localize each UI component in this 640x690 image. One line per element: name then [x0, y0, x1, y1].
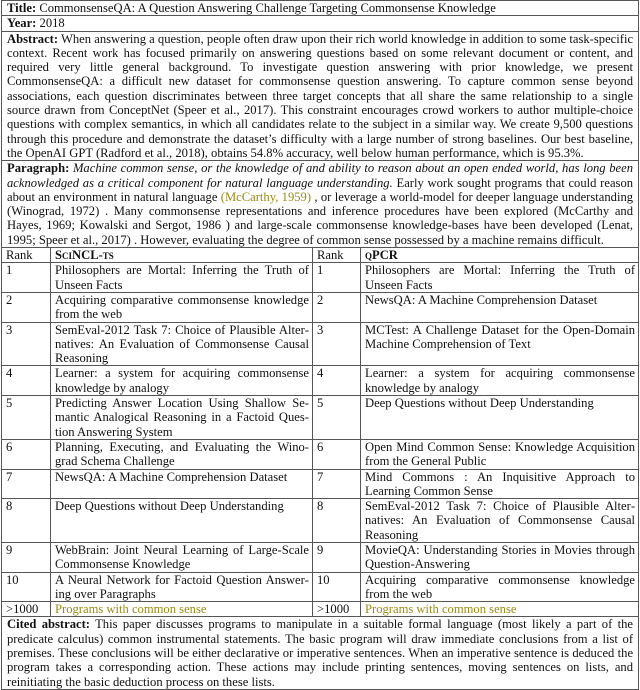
target-paper-row — [2, 602, 639, 617]
table-header-row — [2, 248, 639, 263]
rank-a-cell: 8 — [2, 499, 51, 543]
rank-b-cell: 9 — [313, 542, 361, 572]
paragraph-label: Paragraph: — [7, 161, 70, 176]
title-a-cell: NewsQA: A Machine Comprehension Dataset — [51, 469, 313, 499]
table-row — [2, 263, 639, 293]
rank-header-a: Rank — [2, 248, 51, 263]
table-row — [2, 366, 639, 396]
title-b-cell: MovieQA: Understanding Stories in Movies through Question-Answering — [361, 542, 639, 572]
title-b-cell: Open Mind Common Sense: Knowledge Acquisition from the General Public — [361, 439, 639, 469]
title-b-cell: MCTest: A Challenge Dataset for the Open-Domain Machine Comprehension of Text — [361, 322, 639, 366]
paragraph-context-sentence: Machine common sense, or the knowledge of and ability to reason about an open ended world, has long been acknowledged as a critical component for natural language understanding. — [7, 161, 634, 190]
title-a-cell: Planning, Executing, and Evaluating the Winograd Schema Challenge — [51, 439, 313, 469]
rank-b-cell: 2 — [313, 292, 361, 322]
title-b-cell: NewsQA: A Machine Comprehension Dataset — [361, 292, 639, 322]
table-row — [2, 542, 639, 572]
title-a-cell: SemEval-2012 Task 7: Choice of Plausible Alternatives: An Evaluation of Commonsense Causal Reasoning — [51, 322, 313, 366]
table-row — [2, 572, 639, 602]
table-row — [2, 439, 639, 469]
rank-a-cell: 10 — [2, 572, 51, 602]
rank-a-cell: 3 — [2, 322, 51, 366]
paragraph-text-pre: Early work sought programs that could reason about an environment in natural language — [7, 175, 634, 204]
rank-b-cell: 1 — [313, 263, 361, 293]
paragraph-text-post: , or leverage a world-model for deeper language understanding (Winograd, 1972) . Many commonsense representations and inference procedures have been explored (McCarthy and Hayes, 1969; Kowalski and Sergot, 1986 ) and large-scale commonsense knowledge-bases have been developed (Lenat, 1995; Speer et al., 2017) . However, evaluating the degree of common sense possessed by a machine remains difficult. — [7, 189, 634, 247]
table-row — [2, 396, 639, 440]
rank-b-cell: 6 — [313, 439, 361, 469]
paper-title: CommonsenseQA: A Question Answering Challenge Targeting Commonsense Knowledge — [39, 1, 496, 15]
title-b-cell: Deep Questions without Deep Understanding — [361, 396, 639, 440]
rank-a-cell: 5 — [2, 396, 51, 440]
title-b-cell: Acquiring comparative commonsense knowledge from the web — [361, 572, 639, 602]
rank-b-cell: 10 — [313, 572, 361, 602]
title-b-cell: Programs with common sense — [361, 602, 639, 617]
year-label: Year: — [7, 16, 37, 31]
title-a-cell: A Neural Network for Factoid Question Answering over Paragraphs — [51, 572, 313, 602]
rank-a-cell: 6 — [2, 439, 51, 469]
rank-a-cell: 7 — [2, 469, 51, 499]
example-table-figure — [1, 0, 638, 690]
rank-a-cell: 1 — [2, 263, 51, 293]
abstract-text: When answering a question, people often draw upon their rich world knowledge in addition to some task-specific context. Recent work has focused primarily on answering questions based on some relevant document or content, and required very little general background. To investigate question answering with prior knowledge, we present CommonsenseQA: a difficult new dataset for commonsense question answering. To capture common sense beyond associations, each question discriminates between three target concepts that all share the same relationship to a single source drawn from ConceptNet (Speer et al., 2017). This constraint encourages crowd workers to author multiple-choice questions with complex semantics, in which all candidates relate to the subject in a similar way. We create 9,500 questions through this procedure and demonstrate the dataset’s difficulty with a large number of strong baselines. Our best baseline, the OpenAI GPT (Radford et al., 2018), obtains 54.8% accuracy, well below human performance, which is 95.3%. — [7, 31, 634, 160]
cited-abstract-row — [2, 617, 639, 689]
title-a-cell: Philosophers are Mortal: Inferring the Truth of Unseen Facts — [51, 263, 313, 293]
title-a-cell: Acquiring comparative commonsense knowledge from the web — [51, 292, 313, 322]
year-row — [2, 16, 639, 31]
rank-a-cell: >1000 — [2, 602, 51, 617]
cited-abstract-text: This paper discusses programs to manipulate in a suitable formal language (most likely a part of the predicate calculus) common instrumental statements. The basic program will draw immediate conclusions from a list of premises. These conclusions will be either declarative or imperative sentences. When an imperative sentence is deduced the program takes a corresponding action. These actions may include printing sentences, moving sentences on lists, and reinitiating the basic deduction process on these lists. — [7, 617, 634, 689]
rank-b-cell: >1000 — [313, 602, 361, 617]
title-b-cell: Learner: a system for acquiring commonsense knowledge by analogy — [361, 366, 639, 396]
cited-abstract-label: Cited abstract: — [7, 617, 90, 632]
rank-header-b: Rank — [313, 248, 361, 263]
rank-b-cell: 4 — [313, 366, 361, 396]
model-b-header: qPCR — [361, 248, 639, 263]
target-citation: (McCarthy, 1959) — [220, 189, 312, 204]
table-row — [2, 499, 639, 543]
abstract-row — [2, 31, 639, 161]
paragraph-row — [2, 161, 639, 248]
rank-b-cell: 5 — [313, 396, 361, 440]
retrieval-example-table — [1, 0, 639, 690]
title-a-cell: Learner: a system for acquiring commonsense knowledge by analogy — [51, 366, 313, 396]
title-row — [2, 1, 639, 16]
title-b-cell: SemEval-2012 Task 7: Choice of Plausible Alternatives: An Evaluation of Commonsense Causal Reasoning — [361, 499, 639, 543]
rank-b-cell: 8 — [313, 499, 361, 543]
title-a-cell: Deep Questions without Deep Understanding — [51, 499, 313, 543]
abstract-label: Abstract: — [7, 31, 59, 46]
title-a-cell: WebBrain: Joint Neural Learning of Large-Scale Commonsense Knowledge — [51, 542, 313, 572]
table-row — [2, 292, 639, 322]
title-label: Title: — [7, 1, 37, 15]
rank-a-cell: 2 — [2, 292, 51, 322]
title-a-cell: Predicting Answer Location Using Shallow Semantic Analogical Reasoning in a Factoid Question Answering System — [51, 396, 313, 440]
table-row — [2, 322, 639, 366]
paper-year: 2018 — [39, 16, 65, 31]
title-b-cell: Mind Commons : An Inquisitive Approach to Learning Common Sense — [361, 469, 639, 499]
title-b-cell: Philosophers are Mortal: Inferring the Truth of Unseen Facts — [361, 263, 639, 293]
rank-b-cell: 3 — [313, 322, 361, 366]
title-a-cell: Programs with common sense — [51, 602, 313, 617]
rank-a-cell: 4 — [2, 366, 51, 396]
table-row — [2, 469, 639, 499]
rank-b-cell: 7 — [313, 469, 361, 499]
rank-a-cell: 9 — [2, 542, 51, 572]
model-a-header: SciNCL-ts — [51, 248, 313, 263]
